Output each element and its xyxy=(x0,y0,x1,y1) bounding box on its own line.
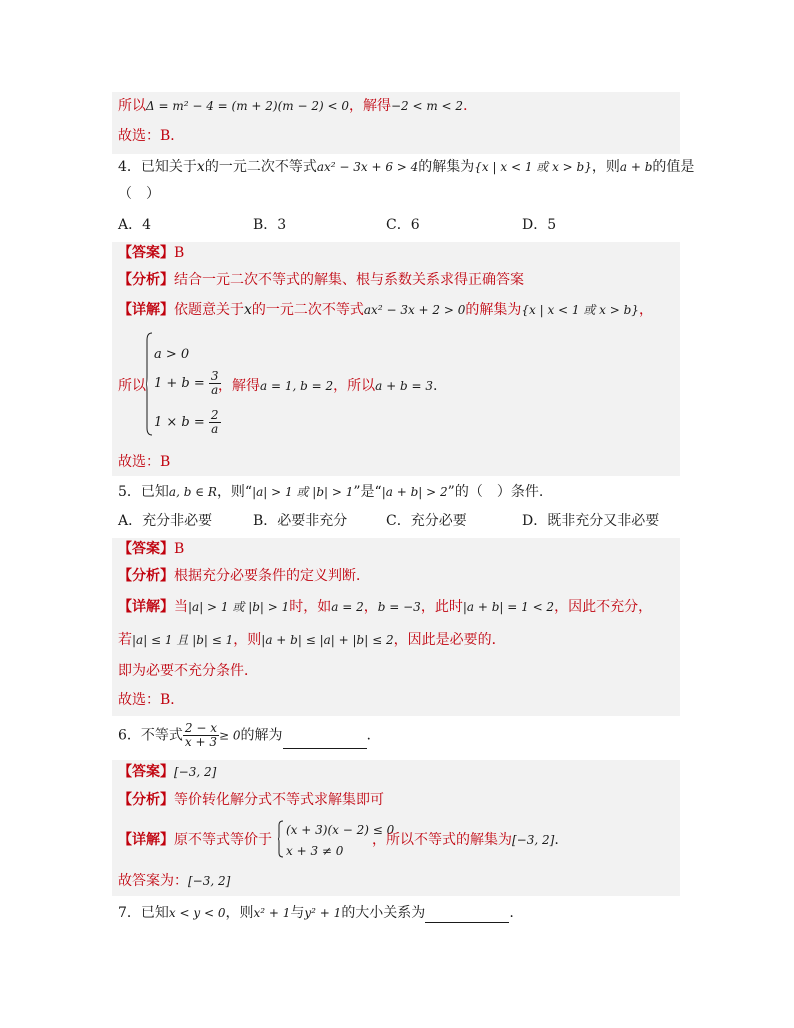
q4-analysis: 【分析】结合一元二次不等式的解集、根与系数关系求得正确答案 xyxy=(118,272,524,288)
q4-fraction-2-over-a: $\frac{2}{a}$ xyxy=(210,408,219,436)
q4-option-a[interactable]: A．4 xyxy=(118,217,152,233)
q5-detail-line3: 即为必要不充分条件． xyxy=(118,663,258,679)
q6-detail: 【详解】原不等式等价于 xyxy=(118,832,272,848)
q3-conclusion-line: 所以Δ = m² − 4 = (m + 2)(m − 2) < 0，解得−2 < m < 2． xyxy=(118,98,478,114)
q4-system-eq2: 1 + b = $\frac{3}{a}$ xyxy=(154,369,219,397)
q4-stem: 4．已知关于x的一元二次不等式ax² − 3x + 6 > 4的解集为{x | x < 1 或 x > b}，则a + b的值是 xyxy=(118,159,695,175)
q6-system-eq1: (x + 3)(x − 2) ≤ 0 xyxy=(286,823,395,837)
q5-option-d[interactable]: D．既非充分又非必要 xyxy=(522,513,660,529)
q4-answer: 【答案】B xyxy=(118,245,185,261)
q5-option-c[interactable]: C．充分必要 xyxy=(386,513,467,529)
q7-stem: 7．已知x < y < 0，则x² + 1与y² + 1的大小关系为 . xyxy=(118,905,514,921)
q4-paren: （ ） xyxy=(118,186,160,202)
q7-answer-blank[interactable] xyxy=(425,908,509,923)
q4-option-b[interactable]: B．3 xyxy=(253,217,287,233)
q4-system-prefix: 所以 xyxy=(118,378,146,394)
q4-detail: 【详解】依题意关于x的一元二次不等式ax² − 3x + 2 > 0的解集为{x | x < 1 或 x > b}， xyxy=(118,302,653,318)
q4-fraction-3-over-a: $\frac{3}{a}$ xyxy=(210,369,219,397)
q4-choice: 故选：B xyxy=(118,454,171,470)
q5-option-a[interactable]: A．充分非必要 xyxy=(118,513,213,529)
q6-stem: 6．不等式 $\frac{2 - x}{x + 3}$ ≥ 0的解为 . xyxy=(118,721,371,749)
q5-answer: 【答案】B xyxy=(118,541,185,557)
q6-system-eq2: x + 3 ≠ 0 xyxy=(286,844,344,858)
q4-system-eq1: a > 0 xyxy=(154,347,190,362)
q6-answer: 【答案】[−3, 2] xyxy=(118,764,217,780)
q5-detail-line2: 若|a| ≤ 1 且 |b| ≤ 1，则|a + b| ≤ |a| + |b| ≤ 2，因此是必要的． xyxy=(118,632,506,648)
q4-option-d[interactable]: D．5 xyxy=(522,217,557,233)
q3-choice: 故选：B． xyxy=(118,128,185,144)
q3-discriminant: Δ = m² − 4 = (m + 2)(m − 2) < 0 xyxy=(146,99,349,113)
q6-fraction: $\frac{2 - x}{x + 3}$ xyxy=(184,721,218,749)
q5-choice: 故选：B． xyxy=(118,692,185,708)
q5-option-b[interactable]: B．必要非充分 xyxy=(253,513,348,529)
q4-option-c[interactable]: C．6 xyxy=(386,217,420,233)
q6-detail-result: ，所以不等式的解集为[−3, 2]. xyxy=(372,832,559,848)
q5-detail-line1: 【详解】当|a| > 1 或 |b| > 1时，如a = 2，b = −3，此时|a + b| = 1 < 2，因此不充分， xyxy=(118,599,653,615)
q5-analysis: 【分析】根据充分必要条件的定义判断． xyxy=(118,568,370,584)
q6-fill-answer: 故答案为：[−3, 2] xyxy=(118,873,231,889)
q6-answer-blank[interactable] xyxy=(283,734,367,749)
q4-system-result: ，解得a = 1, b = 2，所以a + b = 3. xyxy=(218,378,438,394)
q6-analysis: 【分析】等价转化解分式不等式求解集即可 xyxy=(118,792,384,808)
q5-stem: 5．已知a, b ∈ R，则“|a| > 1 或 |b| > 1”是“|a + b| > 2”的（ ）条件. xyxy=(118,484,544,500)
q4-options xyxy=(118,215,678,235)
q5-options xyxy=(118,511,678,531)
q4-system-eq3: 1 × b = $\frac{2}{a}$ xyxy=(154,408,219,436)
